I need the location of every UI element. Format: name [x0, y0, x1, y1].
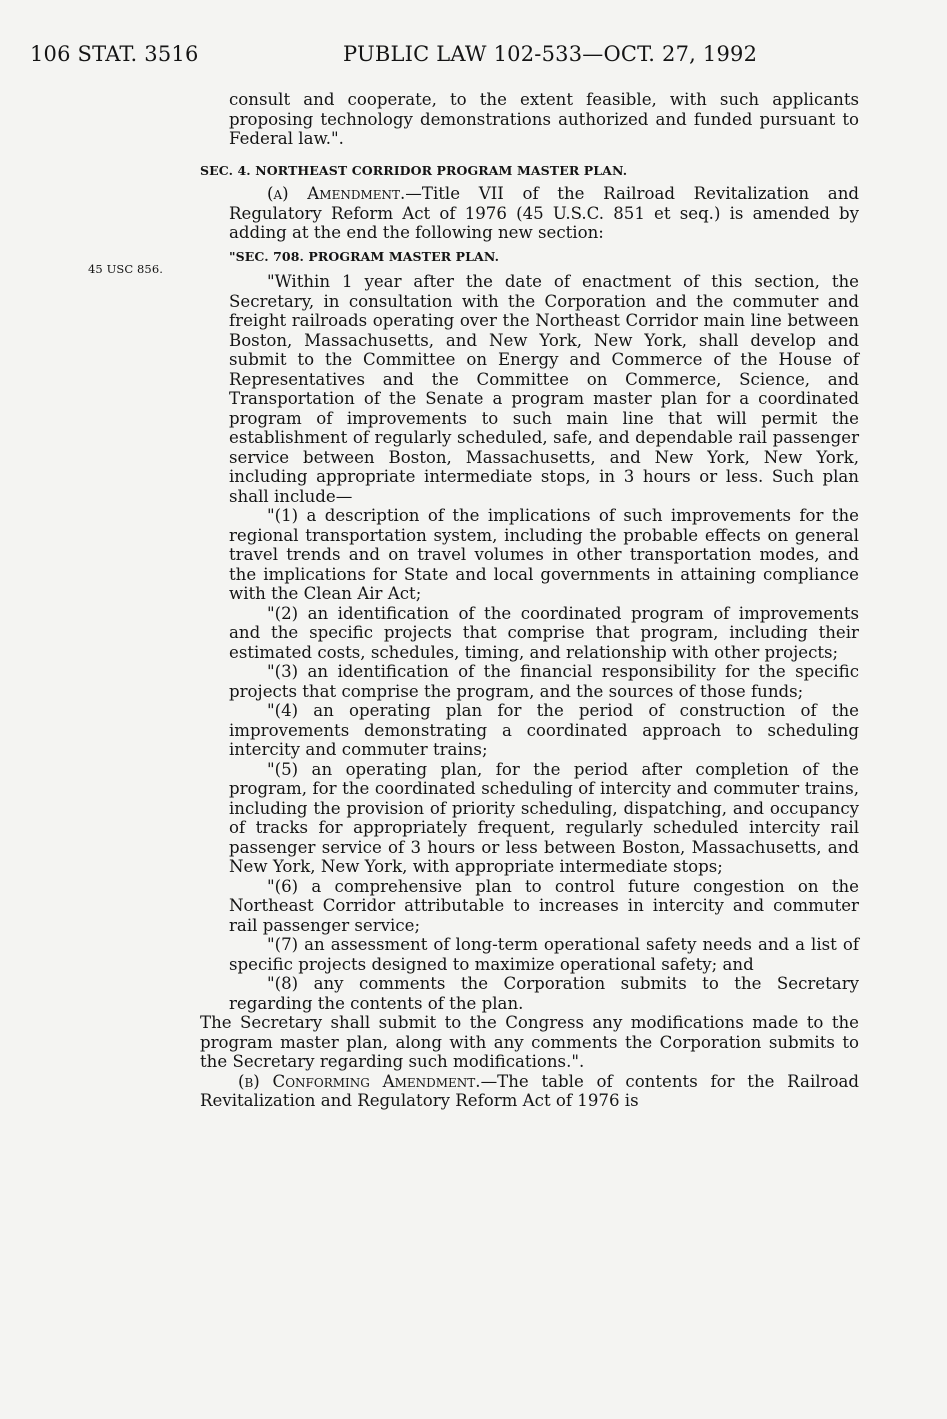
document-body: [200, 90, 860, 1111]
section-4-heading: SEC. 4. NORTHEAST CORRIDOR PROGRAM MASTER PLAN.: [200, 162, 628, 178]
margin-citation: 45 USC 856.: [88, 262, 164, 276]
subsection-b-text: —The table of contents for the Railroad Revitalization and Regulatory Reform Act of 1976 is: [200, 1071, 860, 1110]
public-law-title: PUBLIC LAW 102-533—OCT. 27, 1992: [343, 42, 758, 66]
closing-paragraph: The Secretary shall submit to the Congress any modifications made to the program master plan, along with any comments the Corporation submits to the Secretary regarding such modifications.".: [200, 1013, 859, 1071]
subsection-b: [200, 1072, 859, 1111]
list-item: "(7) an assessment of long-term operational safety needs and a list of specific projects designed to maximize operational safety; and: [229, 935, 859, 974]
list-item: "(4) an operating plan for the period of construction of the improvements demonstrating a coordinated approach to scheduling intercity and commuter trains;: [229, 701, 859, 759]
subsection-a: [229, 184, 859, 243]
section-708-heading: "SEC. 708. PROGRAM MASTER PLAN.: [229, 248, 500, 264]
list-item: "(1) a description of the implications of such improvements for the regional transportation system, including the probable effects on general travel trends and on travel volumes in other transportation modes, and the implications for State and local governments in attaining compliance with the Clean Air Act;: [229, 506, 859, 603]
subsection-a-text: —Title VII of the Railroad Revitalization and Regulatory Reform Act of 1976 (45 U.S.C. 851 et seq.) is amended by adding at the end the following new section:: [229, 184, 860, 242]
main-paragraph: "Within 1 year after the date of enactment of this section, the Secretary, in consultation with the Corporation and the commuter and freight railroads operating over the Northeast Corridor main line between Boston, Massachusetts, and New York, New York, shall develop and submit to the Committee on Energy and Commerce of the House of Representatives and the Committee on Commerce, Science, and Transportation of the Senate a program master plan for a coordinated program of improvements to such main line that will permit the establishment of regularly scheduled, safe, and dependable rail passenger service between Boston, Massachusetts, and New York, New York, including appropriate intermediate stops, in 3 hours or less. Such plan shall include—: [229, 272, 859, 506]
intro-paragraph: consult and cooperate, to the extent feasible, with such applicants proposing technology demonstrations authorized and funded pursuant to Federal law.".: [229, 90, 859, 148]
subsection-a-label: (a) Amendment.: [267, 184, 406, 203]
list-item: "(5) an operating plan, for the period after completion of the program, for the coordinated scheduling of intercity and commuter trains, including the provision of priority scheduling, dispatching, and occupancy of tracks for appropriately frequent, regularly scheduled intercity rail passenger service of 3 hours or less between Boston, Massachusetts, and New York, New York, with appropriate intermediate stops;: [229, 759, 859, 876]
list-item: "(2) an identification of the coordinated program of improvements and the specific projects that comprise that program, including their estimated costs, schedules, timing, and relationship with other projects;: [229, 603, 859, 662]
list-item: "(3) an identification of the financial responsibility for the specific projects that comprise the program, and the sources of those funds;: [229, 662, 859, 701]
subsection-b-label: (b) Conforming Amendment.: [238, 1071, 481, 1091]
list-item: "(6) a comprehensive plan to control future congestion on the Northeast Corridor attributable to increases in intercity and commuter rail passenger service;: [229, 876, 859, 935]
statute-page-number: 106 STAT. 3516: [30, 42, 199, 66]
list-item: "(8) any comments the Corporation submits to the Secretary regarding the contents of the plan.: [229, 974, 859, 1013]
